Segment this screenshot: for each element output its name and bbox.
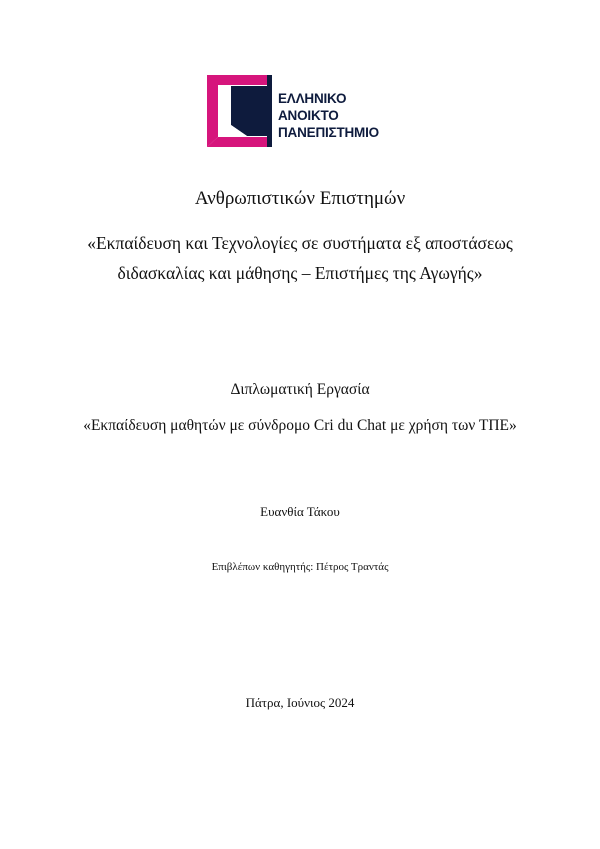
university-logo-text xyxy=(278,90,379,141)
school-name: Ανθρωπιστικών Επιστημών xyxy=(194,188,406,209)
program-title: «Εκπαίδευση και Τεχνολογίες σε συστήματα εξ αποστάσεως διδασκαλίας και μάθησης – Επιστήμες της Αγωγής» xyxy=(87,233,513,283)
thesis-title: «Εκπαίδευση μαθητών με σύνδρομο Cri du Chat με χρήση των ΤΠΕ» xyxy=(83,417,517,434)
logo-line-1: ΕΛΛΗΝΙΚΟ xyxy=(278,91,347,106)
university-logo xyxy=(207,75,397,147)
logo-line-2: ΑΝΟΙΚΤΟ xyxy=(278,108,339,123)
supervisor-line: Επιβλέπων καθηγητής: Πέτρος Τραντάς xyxy=(211,561,389,573)
place-date: Πάτρα, Ιούνιος 2024 xyxy=(245,695,355,710)
author-name: Ευανθία Τάκου xyxy=(260,504,340,519)
logo-line-3: ΠΑΝΕΠΙΣΤΗΜΙΟ xyxy=(278,125,379,140)
university-emblem-icon xyxy=(207,75,277,147)
thesis-label: Διπλωματική Εργασία xyxy=(230,381,370,398)
